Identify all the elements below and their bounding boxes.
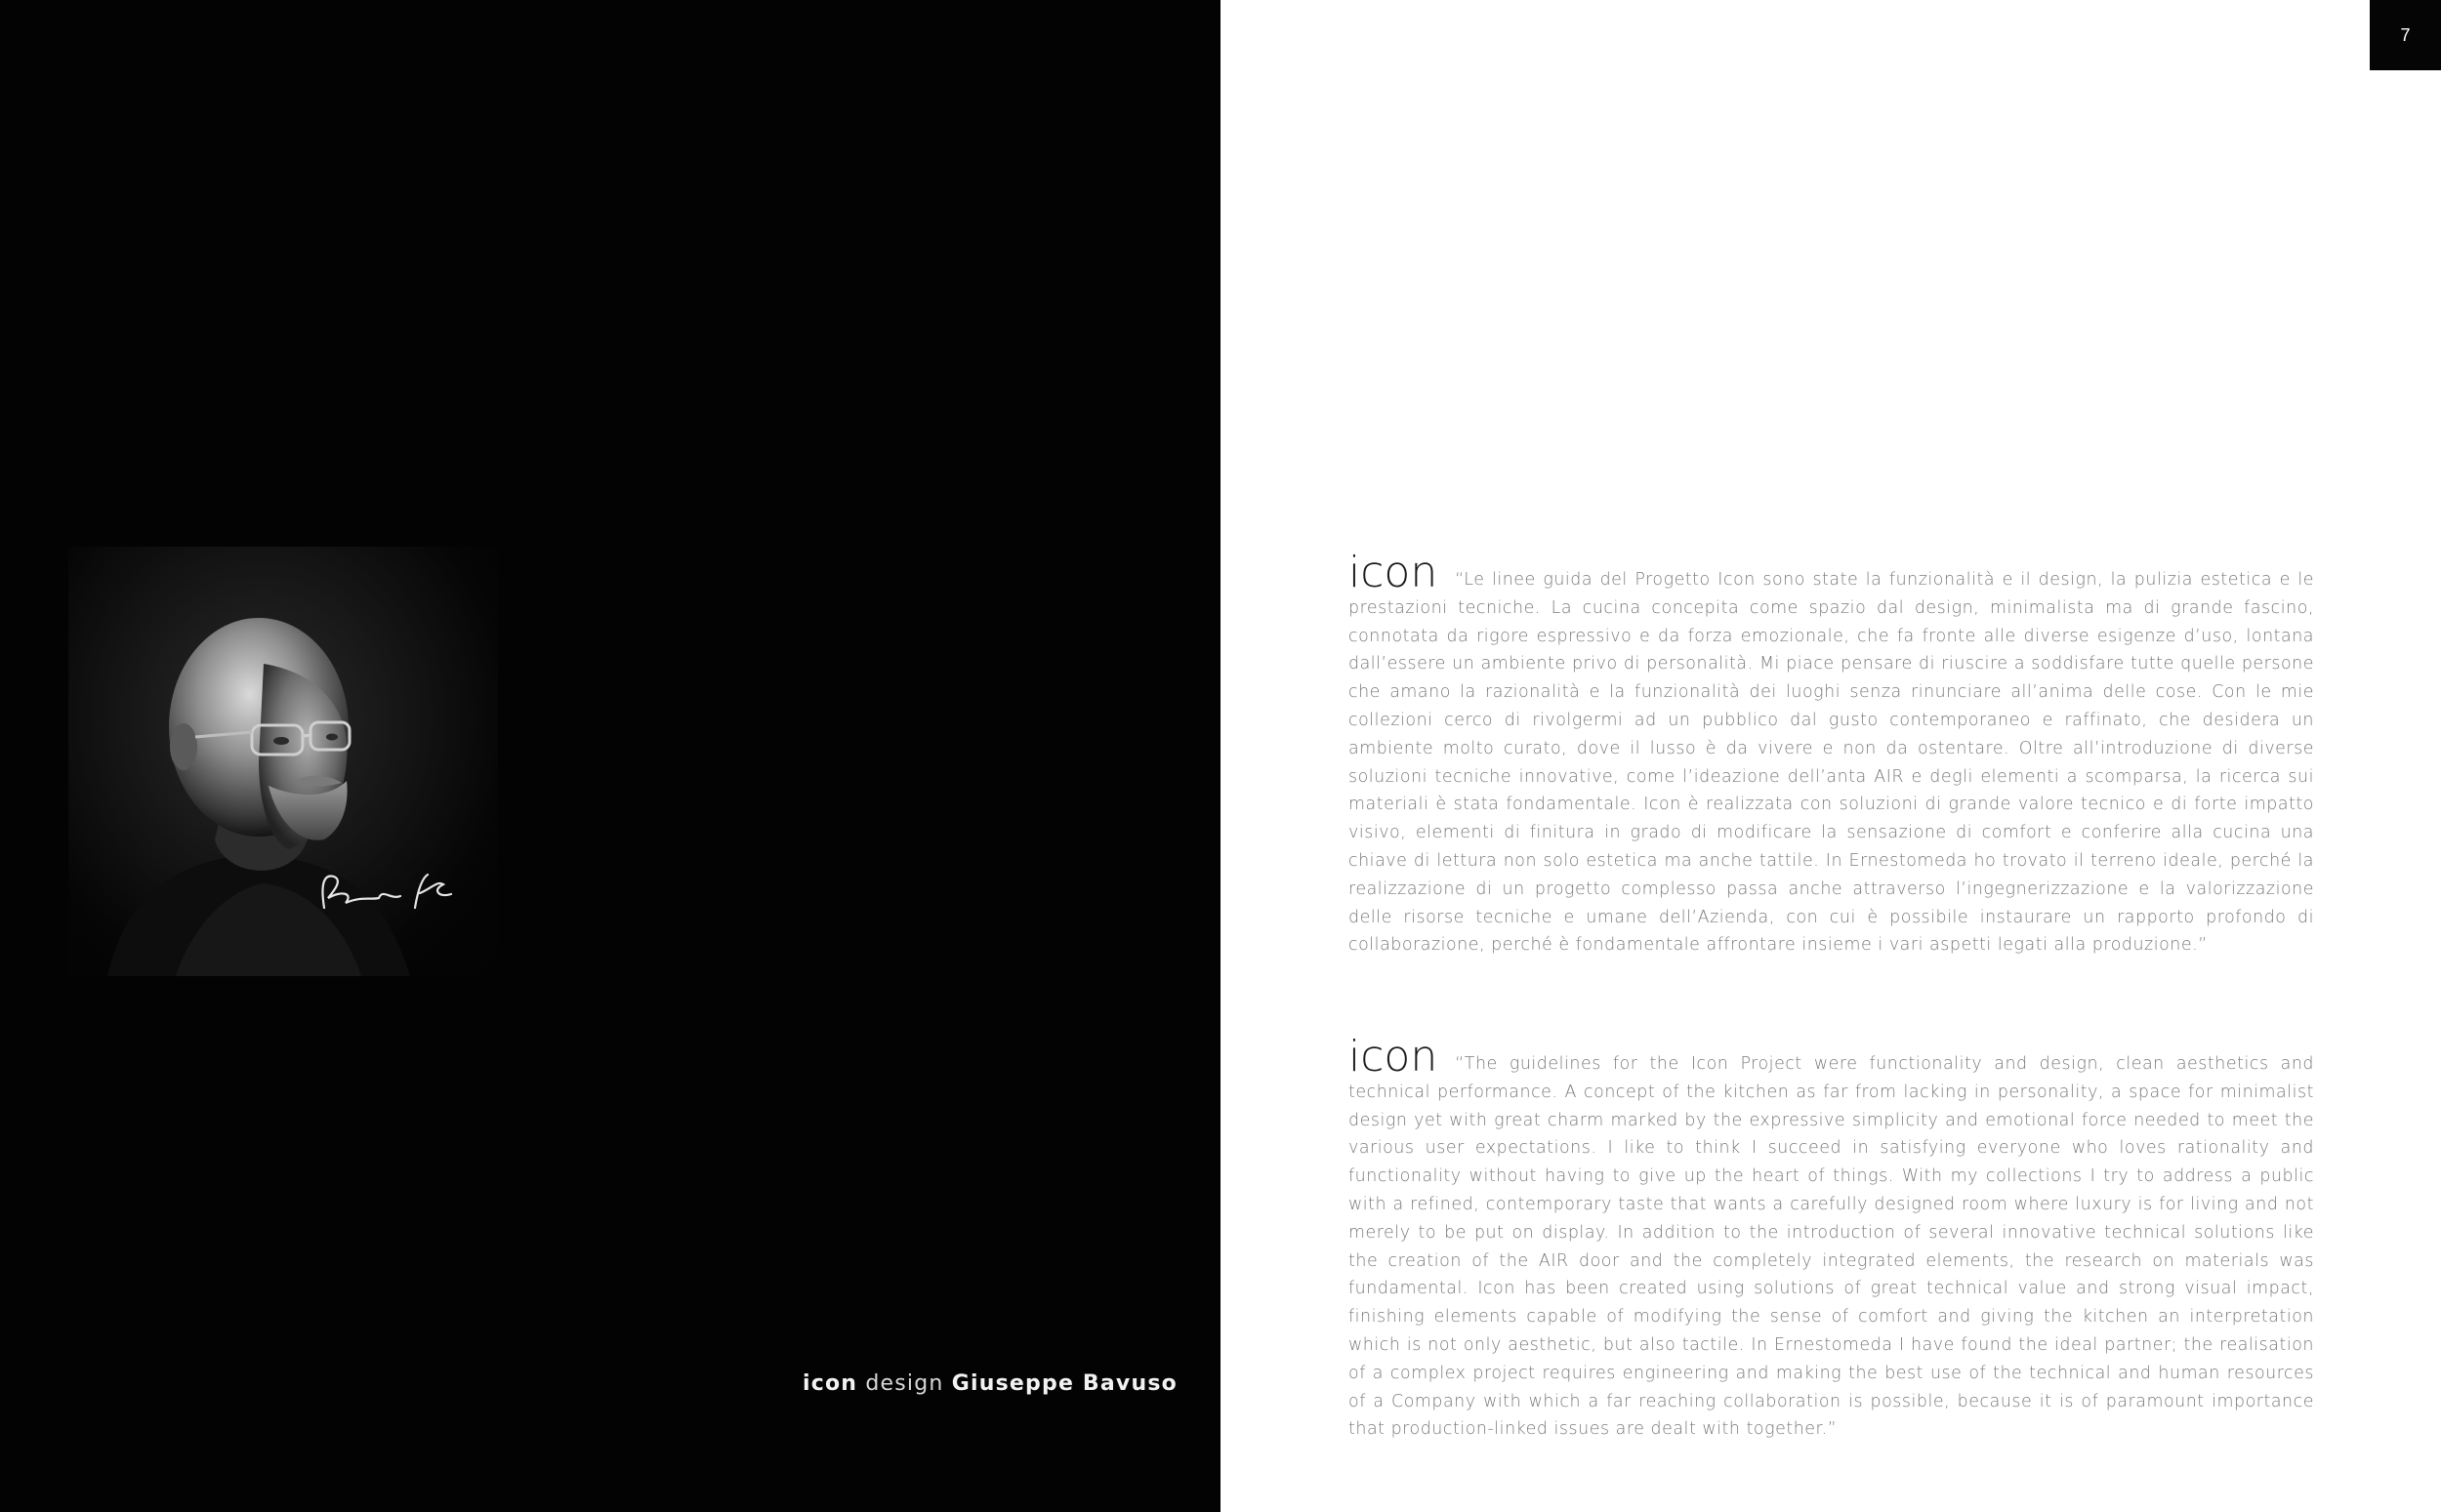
italian-text-block bbox=[1348, 548, 2314, 960]
page-number: 7 bbox=[2400, 24, 2411, 45]
credit-brand: icon bbox=[803, 1371, 858, 1396]
italian-paragraph: “Le linee guida del Progetto Icon sono state la funzionalità e il design, la pulizia estetica e le prestazioni tecniche. La cucina concepita come spazio dal design, minimalista ma di grande fascino, connotata da rigore espressivo e da forza emozionale, che fa fronte alle diverse esigenze d’uso, lontana dall’essere un ambiente privo di personalità. Mi piace pensare di riuscire a soddisfare tutte quelle persone che amano la razionalità e la funzionalità dei luoghi senza rinunciare all’anima delle cose. Con le mie collezioni cerco di rivolgermi ad un pubblico dal gusto contemporaneo e raffinato, che desidera un ambiente molto curato, dove il lusso è da vivere e non da ostentare. Oltre all’introduzione di diverse soluzioni tecniche innovative, come l’ideazione dell’anta AIR e degli elementi a scomparsa, la ricerca sui materiali è stata fondamentale. Icon è realizzata con soluzioni di grande valore tecnico e di forte impatto visivo, elementi di finitura in grado di modificare la sensazione di comfort e conferire alla cucina una chiave di lettura non solo estetica ma anche tattile. In Ernestomeda ho trovato il terreno ideale, perché la realizzazione di un progetto complesso passa anche attraverso l’ingegnerizzazione e la valorizzazione delle risorse tecniche e umane dell’Azienda, con cui è possibile instaurare un rapporto profondo di collaborazione, perché è fondamentale affrontare insieme i vari aspetti legati alla produzione.” bbox=[1348, 570, 2314, 956]
page-number-badge bbox=[2370, 0, 2441, 70]
credit-designer-name: Giuseppe Bavuso bbox=[951, 1371, 1178, 1396]
designer-credit bbox=[803, 1371, 1178, 1396]
portrait-illustration bbox=[68, 547, 498, 976]
english-paragraph: “The guidelines for the Icon Project were functionality and design, clean aesthetics and technical performance. A concept of the kitchen as far from lacking in personality, a space for minimalist design yet with great charm marked by the expressive simplicity and emotional force needed to meet the various user expectations. I like to think I succeed in satisfying everyone who loves rationality and functionality without having to give up the heart of things. With my collections I try to address a public with a refined, contemporary taste that wants a carefully designed room where luxury is for living and not merely to be put on display. In addition to the introduction of several innovative technical solutions like the creation of the AIR door and the completely integrated elements, the research on materials was fundamental. Icon has been created using solutions of great technical value and strong visual impact, finishing elements capable of modifying the sense of comfort and giving the kitchen an interpretation which is not only aesthetic, but also tactile. In Ernestomeda I have found the ideal partner; the realisation of a complex project requires engineering and making the best use of the technical and human resources of a Company with which a far reaching collaboration is possible, because it is of paramount importance that production-linked issues are dealt with together.” bbox=[1348, 1054, 2314, 1440]
english-text-block bbox=[1348, 1032, 2314, 1444]
left-dark-panel bbox=[0, 0, 1220, 1512]
english-heading: icon bbox=[1348, 1032, 1438, 1082]
italian-heading: icon bbox=[1348, 548, 1438, 597]
credit-design-word: design bbox=[865, 1371, 944, 1396]
designer-portrait-image bbox=[68, 547, 498, 976]
